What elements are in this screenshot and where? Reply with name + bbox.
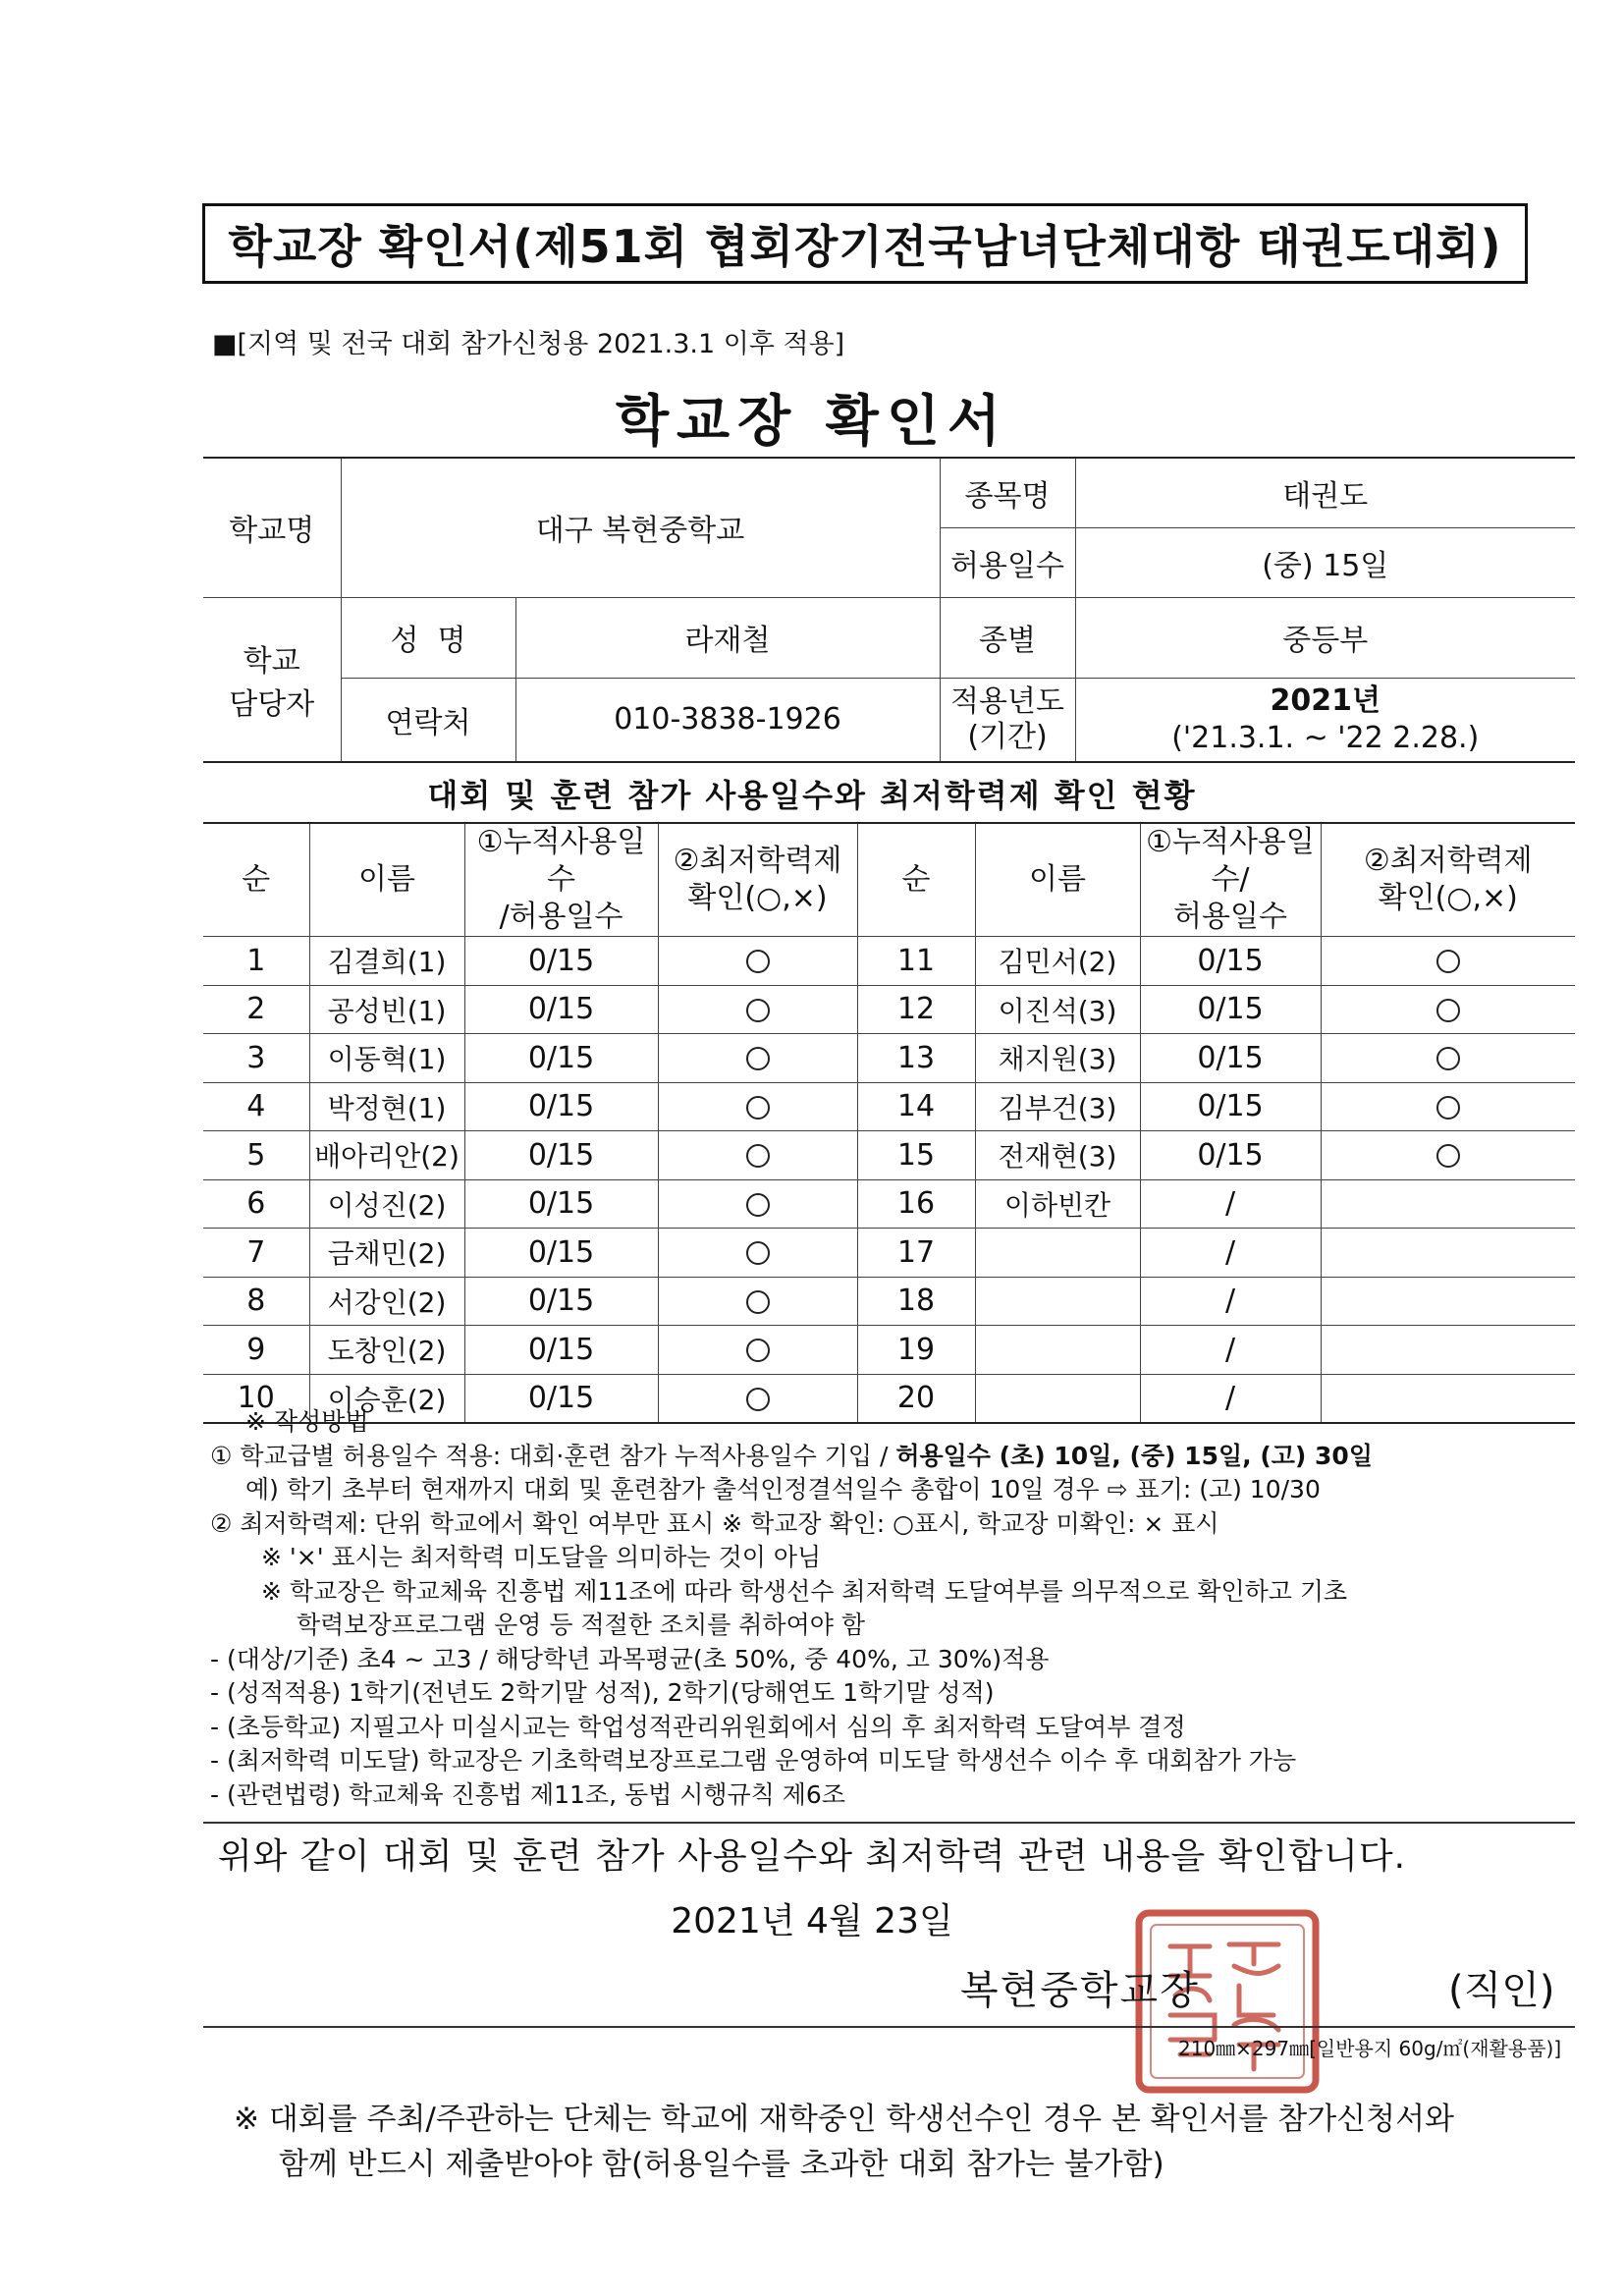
row-days-right: 0/15 (1140, 985, 1321, 1034)
row-days-right: 0/15 (1140, 1082, 1321, 1131)
seal-label: (직인) (1448, 1968, 1555, 2013)
row-check-right (1321, 1131, 1575, 1180)
row-check-right (1321, 1229, 1575, 1278)
row-num: 7 (203, 1229, 309, 1278)
row-num: 5 (203, 1131, 309, 1180)
row-num-right: 14 (857, 1082, 975, 1131)
issue-date: 2021년 4월 23일 (671, 1901, 953, 1941)
school-principal-signature: 복현중학교장 (960, 1968, 1200, 2013)
row-check (658, 1034, 857, 1083)
phone-value: 010-3838-1926 (515, 678, 940, 762)
row-days-right: / (1140, 1277, 1321, 1326)
row-check-right (1321, 937, 1575, 986)
row-name-right: 김민서(2) (975, 937, 1140, 986)
table-row (203, 937, 1575, 986)
row-name-right (975, 1229, 1140, 1278)
document-banner (202, 203, 1528, 284)
event-value: 태권도 (1075, 458, 1575, 527)
status-heading: 대회 및 훈련 참가 사용일수와 최저학력제 확인 현황 (427, 777, 1197, 814)
row-num-right: 19 (857, 1326, 975, 1375)
submission-note-line2: 함께 반드시 제출받아야 함(허용일수를 초과한 대회 참가는 불가함) (279, 2147, 1164, 2182)
col-name: 이름 (309, 823, 464, 937)
col-check-right (1321, 823, 1575, 937)
row-name-right: 이진석(3) (975, 985, 1140, 1034)
note-detail-1: - (대상/기준) 초4 ~ 고3 / 해당학년 과목평균(초 50%, 중 40%, 고 30%)적용 (210, 1644, 1050, 1673)
note-2-b: ※ 학교장은 학교체육 진흥법 제11조에 따라 학생선수 최저학력 도달여부를 의무적으로 확인하고 기초 (261, 1576, 1348, 1606)
row-name: 서강인(2) (309, 1277, 464, 1326)
col-days-line1: ①누적사용일수 (476, 825, 646, 897)
check-circle-icon (1436, 1047, 1460, 1070)
year-label-line1: 적용년도 (950, 683, 1064, 719)
document-title: 학교장 확인서 (615, 390, 1009, 454)
event-label: 종목명 (940, 458, 1075, 527)
row-days: 0/15 (464, 937, 658, 986)
row-check-right (1321, 1277, 1575, 1326)
year-value-year: 2021년 (1270, 683, 1380, 718)
check-circle-icon (1436, 1144, 1460, 1168)
year-label-line2: (기간) (967, 719, 1048, 754)
row-check (658, 937, 857, 986)
row-days: 0/15 (464, 1082, 658, 1131)
col-check-line2: 확인(○,×) (687, 881, 828, 915)
days-value: (중) 15일 (1075, 527, 1575, 597)
note-1-example: 예) 학기 초부터 현재까지 대회 및 훈련참가 출석인정결석일수 총합이 10일 경우 ⇨ 표기: (고) 10/30 (245, 1475, 1321, 1503)
days-label: 허용일수 (940, 527, 1075, 597)
row-days-right: 0/15 (1140, 1034, 1321, 1083)
row-check (658, 1229, 857, 1278)
notes (210, 1405, 1575, 1812)
subtitle: ■[지역 및 전국 대회 참가신청용 2021.3.1 이후 적용] (212, 329, 845, 359)
row-days-right: / (1140, 1374, 1321, 1423)
row-num-right: 11 (857, 937, 975, 986)
col-check-line1: ②최저학력제 (673, 844, 842, 878)
check-circle-icon (746, 1096, 770, 1120)
row-days: 0/15 (464, 1326, 658, 1375)
check-circle-icon (746, 1193, 770, 1217)
table-row (203, 1034, 1575, 1083)
row-num: 8 (203, 1277, 309, 1326)
note-2-b-cont: 학력보장프로그램 운영 등 적절한 조치를 취하여야 함 (297, 1611, 865, 1639)
note-detail-4: - (최저학력 미도달) 학교장은 기초학력보장프로그램 운영하여 미도달 학생선수 이수 후 대회참가 가능 (210, 1746, 1297, 1775)
notes-method: ※ 작성방법 (245, 1407, 369, 1436)
year-value-period: ('21.3.1. ~ '22 2.28.) (1171, 720, 1480, 755)
col-check-right-line2: 확인(○,×) (1378, 881, 1518, 915)
note-detail-3: - (초등학교) 지필고사 미실시교는 학업성적관리위원회에서 심의 후 최저학력 도달여부 결정 (210, 1712, 1186, 1741)
row-days-right: 0/15 (1140, 1131, 1321, 1180)
name-label: 성 명 (341, 597, 515, 678)
table-row (203, 1179, 1575, 1229)
col-days (464, 823, 658, 937)
row-days-right: / (1140, 1326, 1321, 1375)
row-check (658, 1326, 857, 1375)
col-days-right-line2: 허용일수 (1173, 900, 1287, 934)
row-check (658, 1082, 857, 1131)
check-circle-icon (746, 1144, 770, 1168)
banner-text: 학교장 확인서(제51회 협회장기전국남녀단체대항 태권도대회) (228, 220, 1502, 273)
check-circle-icon (746, 1339, 770, 1362)
col-check-right-line1: ②최저학력제 (1363, 844, 1533, 878)
row-check (658, 1277, 857, 1326)
row-name-right: 김부건(3) (975, 1082, 1140, 1131)
check-circle-icon (746, 950, 770, 973)
row-check-right (1321, 1082, 1575, 1131)
col-num: 순 (203, 823, 309, 937)
check-circle-icon (1436, 1096, 1460, 1120)
submission-note-line1: ※ 대회를 주최/주관하는 단체는 학교에 재학중인 학생선수인 경우 본 확인서를 참가신청서와 (234, 2102, 1454, 2137)
row-days-right: 0/15 (1140, 937, 1321, 986)
row-days: 0/15 (464, 1374, 658, 1423)
row-days: 0/15 (464, 1277, 658, 1326)
row-num: 6 (203, 1179, 309, 1229)
school-value: 대구 복현중학교 (341, 458, 940, 597)
row-days: 0/15 (464, 1229, 658, 1278)
year-label (940, 678, 1075, 762)
row-num-right: 15 (857, 1131, 975, 1180)
note-2: ② 최저학력제: 단위 학교에서 확인 여부만 표시 ※ 학교장 확인: ○표시, 학교장 미확인: × 표시 (210, 1508, 1219, 1538)
contact-label-line2: 담당자 (229, 686, 315, 722)
row-name: 배아리안(2) (309, 1131, 464, 1180)
table-row (203, 1131, 1575, 1180)
row-name-right: 이하빈칸 (975, 1179, 1140, 1229)
row-name-right (975, 1326, 1140, 1375)
school-label: 학교명 (203, 458, 341, 597)
row-num: 4 (203, 1082, 309, 1131)
submission-note (234, 2097, 1454, 2187)
row-name: 김결희(1) (309, 937, 464, 986)
contact-label-line1: 학교 (243, 643, 300, 679)
row-check (658, 1179, 857, 1229)
row-name-right: 채지원(3) (975, 1034, 1140, 1083)
row-num-right: 13 (857, 1034, 975, 1083)
row-days: 0/15 (464, 1179, 658, 1229)
row-name: 도창인(2) (309, 1326, 464, 1375)
row-num: 9 (203, 1326, 309, 1375)
col-days-right (1140, 823, 1321, 937)
col-days-right-line1: ①누적사용일수/ (1146, 825, 1315, 897)
note-detail-5: - (관련법령) 학교체육 진흥법 제11조, 동법 시행규칙 제6조 (210, 1779, 845, 1809)
note-2-a: ※ '×' 표시는 최저학력 미도달을 의미하는 것이 아님 (261, 1543, 822, 1571)
col-num-right: 순 (857, 823, 975, 937)
note-1-bold: 허용일수 (초) 10일, (중) 15일, (고) 30일 (895, 1441, 1373, 1470)
row-check-right (1321, 1034, 1575, 1083)
table-row (203, 985, 1575, 1034)
row-name: 이동혁(1) (309, 1034, 464, 1083)
confirmation-statement: 위와 같이 대회 및 훈련 참가 사용일수와 최저학력 관련 내용을 확인합니다. (217, 1836, 1407, 1877)
row-num-right: 18 (857, 1277, 975, 1326)
row-num-right: 20 (857, 1374, 975, 1423)
check-circle-icon (746, 1241, 770, 1265)
row-num: 1 (203, 937, 309, 986)
status-table (203, 822, 1575, 1424)
row-num-right: 12 (857, 985, 975, 1034)
name-value: 라재철 (515, 597, 940, 678)
col-days-line2: /허용일수 (499, 900, 623, 934)
row-name-right (975, 1277, 1140, 1326)
row-num-right: 16 (857, 1179, 975, 1229)
status-header-row (203, 823, 1575, 937)
table-row (203, 1277, 1575, 1326)
check-circle-icon (1436, 999, 1460, 1022)
note-detail-2: - (성적적용) 1학기(전년도 2학기말 성적), 2학기(당해연도 1학기말 성적) (210, 1678, 995, 1707)
paper-spec-note: 210㎜×297㎜[일반용지 60g/㎡(재활용품)] (1178, 2037, 1562, 2060)
row-check (658, 985, 857, 1034)
contact-label (203, 597, 341, 762)
note-1-text: ① 학교급별 허용일수 적용: 대회·훈련 참가 누적사용일수 기입 / (210, 1441, 896, 1470)
check-circle-icon (1436, 950, 1460, 973)
check-circle-icon (746, 1047, 770, 1070)
row-name: 이승훈(2) (309, 1374, 464, 1423)
row-check (658, 1131, 857, 1180)
row-num: 3 (203, 1034, 309, 1083)
row-days-right: / (1140, 1179, 1321, 1229)
table-row (203, 1229, 1575, 1278)
row-name: 이성진(2) (309, 1179, 464, 1229)
category-label: 종별 (940, 597, 1075, 678)
col-check (658, 823, 857, 937)
note-1 (210, 1440, 1575, 1474)
row-num-right: 17 (857, 1229, 975, 1278)
check-circle-icon (746, 999, 770, 1022)
row-name: 박정현(1) (309, 1082, 464, 1131)
table-row (203, 1082, 1575, 1131)
row-name-right: 전재현(3) (975, 1131, 1140, 1180)
year-value (1075, 678, 1575, 762)
row-check-right (1321, 985, 1575, 1034)
col-name-right: 이름 (975, 823, 1140, 937)
row-num: 2 (203, 985, 309, 1034)
check-circle-icon (746, 1290, 770, 1314)
row-days: 0/15 (464, 1034, 658, 1083)
category-value: 중등부 (1075, 597, 1575, 678)
phone-label: 연락처 (341, 678, 515, 762)
table-row (203, 1326, 1575, 1375)
row-name: 금채민(2) (309, 1229, 464, 1278)
divider-bottom (203, 2026, 1575, 2028)
info-table (203, 457, 1575, 763)
row-num: 10 (203, 1374, 309, 1423)
row-days: 0/15 (464, 985, 658, 1034)
row-check-right (1321, 1179, 1575, 1229)
row-days: 0/15 (464, 1131, 658, 1180)
row-name: 공성빈(1) (309, 985, 464, 1034)
row-days-right: / (1140, 1229, 1321, 1278)
row-check-right (1321, 1326, 1575, 1375)
divider (203, 1822, 1575, 1824)
